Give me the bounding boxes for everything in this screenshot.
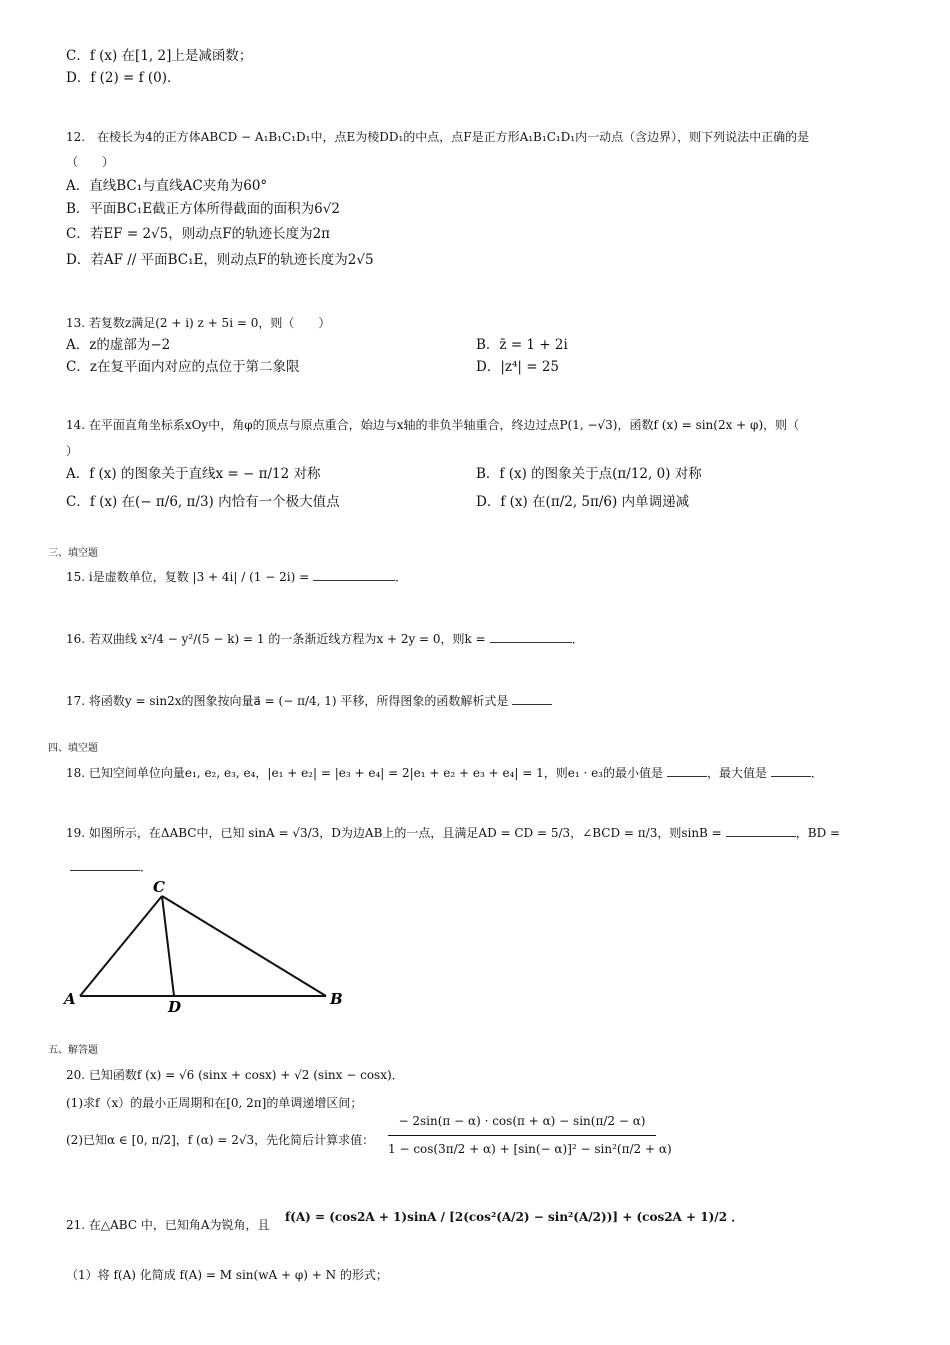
q14-option-d: D．f (x) 在(π/2, 5π/6) 内单调递减 — [476, 494, 690, 510]
side-cb — [162, 896, 326, 996]
q18-min-blank[interactable] — [667, 775, 707, 777]
q18-end: ． — [811, 766, 824, 780]
q11-option-c: C．f (x) 在[1, 2]上是减函数； — [66, 48, 253, 64]
q19-end: ． — [140, 860, 153, 874]
q19-text: 19. 如图所示，在ΔABC中，已知 sinA = √3/3，D为边AB上的一点，且满足AD = CD = 5/3，∠BCD = π/3，则sinB = — [66, 826, 722, 840]
q18-max-blank[interactable] — [771, 775, 811, 777]
q13-option-c: C．z在复平面内对应的点位于第二象限 — [66, 359, 300, 375]
q20-denominator: 1 − cos(3π/2 + α) + [sin(− α)]² − sin²(π/2 + α) — [388, 1142, 672, 1156]
q16: 16. 若双曲线 x²/4 − y²/(5 − k) = 1 的一条渐近线方程为x + 2y = 0，则k = ． — [66, 632, 584, 646]
q19-mid: ，BD = — [795, 826, 841, 840]
q14-stem: 14. 在平面直角坐标系xOy中，角φ的顶点与原点重合，始边与x轴的非负半轴重合，终边过点P(1, −√3)，函数f (x) = sin(2x + φ)，则（ — [66, 418, 800, 432]
q13-option-d: D．|z⁴| = 25 — [476, 359, 560, 375]
q20-numerator: − 2sin(π − α) · cos(π + α) − sin(π/2 − α) — [398, 1114, 646, 1128]
section-5-heading: 五、解答题 — [48, 1045, 98, 1056]
q11-option-d: D．f (2) = f (0)． — [66, 70, 181, 86]
label-c: C — [153, 878, 165, 896]
q19-bd — [66, 860, 152, 875]
q17-answer-blank[interactable] — [512, 703, 552, 705]
q14-option-a: A．f (x) 的图象关于直线x = − π/12 对称 — [66, 466, 321, 482]
q19-bd-blank[interactable] — [70, 869, 140, 871]
q12-option-d: D．若AF // 平面BC₁E，则动点F的轨迹长度为2√5 — [66, 252, 374, 268]
q20-fraction-bar — [388, 1135, 656, 1136]
side-ac — [80, 896, 162, 996]
q13-option-b: B．z̄ = 1 + 2i — [476, 337, 568, 353]
q16-text: 16. 若双曲线 x²/4 − y²/(5 − k) = 1 的一条渐近线方程为x + 2y = 0，则k = — [66, 632, 486, 646]
q15-answer-blank[interactable] — [313, 579, 395, 581]
label-d: D — [168, 998, 182, 1016]
q14-option-b: B．f (x) 的图象关于点(π/12, 0) 对称 — [476, 466, 702, 482]
q18-mid: ，最大值是 — [707, 766, 768, 780]
section-3-heading: 三、填空题 — [48, 548, 98, 559]
q13-stem: 13. 若复数z满足(2 + i) z + 5i = 0，则（ ） — [66, 316, 331, 330]
q17-text: 17. 将函数y = sin2x的图象按向量a⃗ = (− π/4, 1) 平移，所得图象的函数解析式是 — [66, 694, 509, 708]
q14-paren: ） — [66, 444, 79, 458]
q21-stem: 21. 在△ABC 中，已知角A为锐角，且 — [66, 1218, 270, 1232]
q21-part1: （1）将 f(A) 化简成 f(A) = M sin(wA + φ) + N 的形式； — [66, 1268, 388, 1282]
label-a: A — [64, 990, 76, 1008]
q20-part1: (1)求f（x）的最小正周期和在[0, 2π]的单调递增区间； — [66, 1096, 363, 1110]
q13-option-a: A．z的虚部为−2 — [66, 337, 171, 353]
q12-option-c: C．若EF = 2√5，则动点F的轨迹长度为2π — [66, 226, 331, 242]
q14-option-c: C．f (x) 在(− π/6, π/3) 内恰有一个极大值点 — [66, 494, 340, 510]
q19-sinb-blank[interactable] — [726, 835, 796, 837]
q15-text: 15. i是虚数单位，复数 |3 + 4i| / (1 − 2i) = — [66, 570, 310, 584]
q12-option-a: A．直线BC₁与直线AC夹角为60° — [66, 178, 268, 194]
q12-option-b: B．平面BC₁E截正方体所得截面的面积为6√2 — [66, 201, 340, 217]
q19 — [66, 826, 840, 841]
q12-stem: 12. 在棱长为4的正方体ABCD − A₁B₁C₁D₁中，点E为棱DD₁的中点，点F是正方形A₁B₁C₁D₁内一动点（含边界），则下列说法中正确的是 — [66, 130, 810, 144]
q20-part2: (2)已知α ∈ [0, π/2]，f (α) = 2√3，先化简后计算求值： — [66, 1133, 375, 1147]
q20-stem: 20. 已知函数f (x) = √6 (sinx + cosx) + √2 (sinx − cosx)． — [66, 1068, 404, 1082]
q17 — [66, 694, 552, 709]
q16-answer-blank[interactable] — [490, 641, 572, 643]
segment-cd — [162, 896, 174, 996]
section-4-heading: 四、填空题 — [48, 743, 98, 754]
label-b: B — [330, 990, 343, 1008]
q15: 15. i是虚数单位，复数 |3 + 4i| / (1 − 2i) = ． — [66, 570, 408, 584]
triangle-figure — [60, 876, 360, 1016]
q18-text: 18. 已知空间单位向量e₁, e₂, e₃, e₄，|e₁ + e₂| = |e₃ + e₄| = 2|e₁ + e₂ + e₃ + e₄| = 1，则e₁ · e₃的最小值是 — [66, 766, 663, 780]
q18 — [66, 766, 823, 781]
q12-paren: （ ） — [66, 155, 115, 169]
q21-formula: f(A) = (cos2A + 1)sinA / [2(cos²(A/2) − sin²(A/2))] + (cos2A + 1)/2 ． — [285, 1210, 744, 1224]
